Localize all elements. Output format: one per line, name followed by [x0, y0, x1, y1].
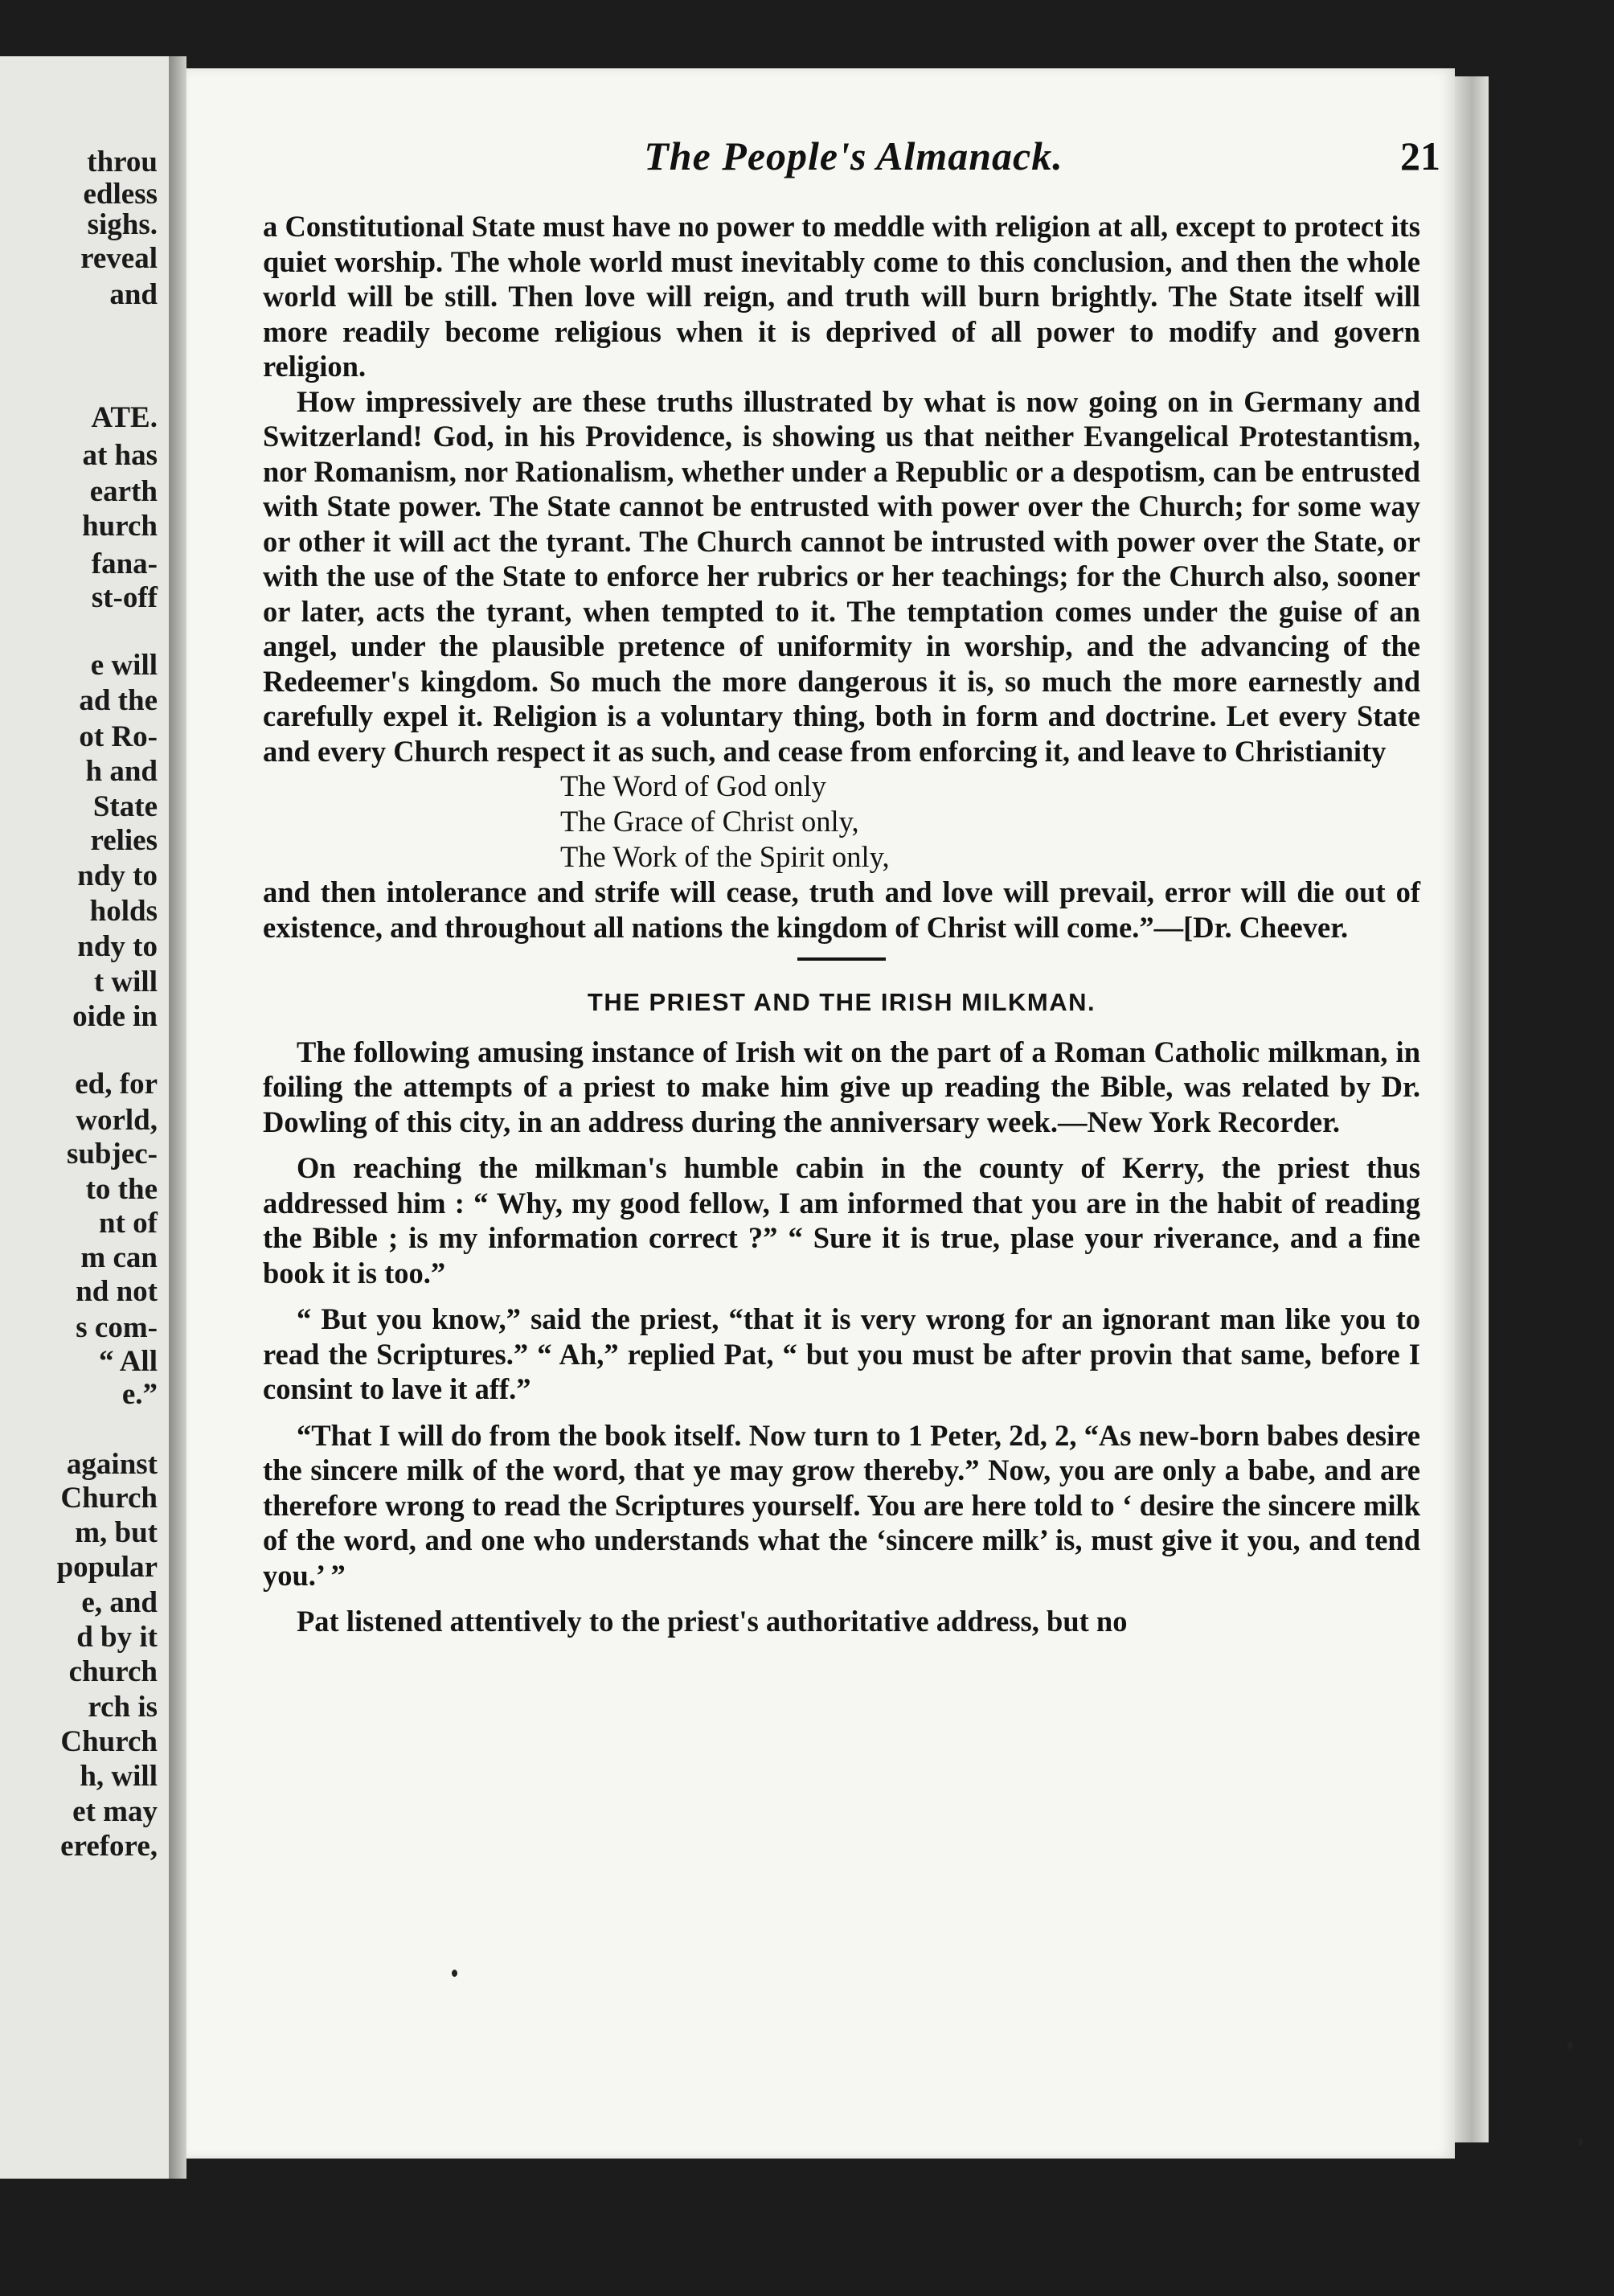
facing-page-fragment: against	[66, 1448, 158, 1481]
paragraph-priest-reply: “ But you know,” said the priest, “that it is very wrong for an ignorant man like you to read the Scriptures.” “ Ah,” replied Pat, “ but you must be after provin that same, before I consint to lave it aff.”	[263, 1302, 1420, 1405]
section-divider	[797, 957, 886, 961]
page-body	[263, 209, 1420, 1639]
facing-page-fragment: popular	[56, 1551, 158, 1584]
facing-page-fragment: rch is	[88, 1691, 158, 1724]
facing-page-fragment: ndy to	[77, 930, 158, 963]
paragraph-state-religion: a Constitutional State must have no power to meddle with religion at all, except to protect its quiet worship. The whole world must inevitably come to this conclusion, and then the whole world will be still. Then love will reign, and truth will burn brightly. The State itself will more readily become religious when it is deprived of all power to modify and govern religion.	[263, 210, 1420, 383]
facing-page-fragment: edless	[83, 178, 158, 211]
facing-page-fragment: sighs.	[87, 208, 158, 241]
facing-page-fragment: fana-	[91, 547, 158, 580]
facing-page-fragment: at has	[82, 439, 158, 472]
verse-line: The Grace of Christ only,	[560, 805, 859, 838]
paragraph-peter-quote: “That I will do from the book itself. Now turn to 1 Peter, 2d, 2, “As new-born babes desire the sincere milk of the word, that ye may grow thereby.” Now, you are only a babe, and are therefore wrong to read the Scriptures yourself. You are here told to ‘ desire the sincere milk of the word, and one who understands what the ‘sincere milk’ is, must give it you, and tend you.’ ”	[263, 1418, 1420, 1592]
facing-page-fragment: t will	[93, 966, 158, 998]
facing-page-fragment: earth	[89, 475, 158, 508]
facing-page-fragment: ot Ro-	[79, 720, 158, 753]
facing-page-fragment: st-off	[91, 581, 158, 614]
paragraph-conclusion: and then intolerance and strife will cease, truth and love will prevail, error will die out of existence, and throughout all nations the kingdom of Christ will come.”—[Dr. Cheever.	[263, 875, 1420, 944]
facing-page-fragment: e will	[90, 649, 158, 682]
facing-page-fragment: State	[92, 790, 158, 823]
verse-line: The Work of the Spirit only,	[560, 840, 890, 873]
facing-page-fragment: Church	[60, 1725, 158, 1758]
facing-page-fragment: ATE.	[91, 401, 158, 434]
page-edge	[1455, 76, 1489, 2142]
facing-page-fragment: s com-	[76, 1311, 158, 1344]
facing-page-fragment: world,	[76, 1104, 158, 1137]
facing-page-fragment: e, and	[81, 1586, 158, 1619]
facing-page-fragment: hurch	[82, 510, 158, 543]
facing-page-fragment: m can	[80, 1241, 158, 1274]
running-title: The People's Almanack.	[644, 133, 1063, 178]
section-title: THE PRIEST AND THE IRISH MILKMAN.	[587, 988, 1096, 1016]
facing-page-fragment: m, but	[75, 1516, 158, 1549]
page-header	[267, 133, 1440, 197]
facing-page-fragment: nd not	[76, 1275, 158, 1308]
facing-page-fragment: erefore,	[60, 1830, 158, 1863]
paper-speck	[1578, 2138, 1583, 2146]
book-gutter	[169, 56, 186, 2179]
facing-page-fragment: ed, for	[75, 1068, 158, 1101]
paragraph-cabin: On reaching the milkman's humble cabin in the county of Kerry, the priest thus addressed him : “ Why, my good fellow, I am informed that you are in the habit of reading the Bible ; is my information correct ?” “ Sure it is true, plase your riverance, and a fine book it is too.”	[263, 1151, 1420, 1289]
facing-page-fragment: et may	[72, 1795, 158, 1828]
facing-page-fragment: and	[109, 278, 158, 311]
facing-page-fragment: “ All	[99, 1345, 158, 1378]
facing-page-fragment: oide in	[72, 1000, 158, 1033]
facing-page-fragment: d by it	[76, 1621, 158, 1654]
paragraph-intro: The following amusing instance of Irish wit on the part of a Roman Catholic milkman, in foiling the attempts of a priest to make him give up reading the Bible, was related by Dr. Dowling of this city, in an address during the anniversary week.—New York Recorder.	[263, 1035, 1420, 1138]
paragraph-germany-switzerland: How impressively are these truths illustrated by what is now going on in Germany and Switzerland! God, in his Providence, is showing us that neither Evangelical Protestantism, nor Romanism, nor Rationalism, whether under a Republic or a despotism, can be entrusted with State power. The State cannot be entrusted with power over the Church; for some way or other it will act the tyrant. The Church cannot be intrusted with power over the State, or with the use of the State to enforce her rubrics or her teachings; for the Church also, sooner or later, acts the tyrant, when tempted to it. The temptation comes under the guise of an angel, under the plausible pretence of uniformity in worship, and the advancing of the Redeemer's kingdom. So much the more dangerous it is, so much the more earnestly and carefully expel it. Religion is a voluntary thing, both in form and doctrine. Let every State and every Church respect it as such, and cease from enforcing it, and leave to Christianity	[263, 384, 1420, 768]
facing-page-fragment: ndy to	[77, 859, 158, 892]
paper-speck	[452, 1970, 457, 1977]
facing-page-fragment: nt of	[99, 1207, 158, 1240]
facing-page-fragment: subjec-	[66, 1138, 158, 1171]
facing-page-fragment: relies	[90, 824, 158, 857]
facing-page-fragment: reveal	[80, 242, 158, 275]
facing-page-fragment: e.”	[121, 1378, 158, 1411]
verse-block	[560, 769, 1420, 875]
page-number: 21	[1400, 133, 1440, 178]
facing-page-fragment: church	[68, 1655, 158, 1688]
facing-page-fragment: to the	[85, 1173, 158, 1206]
verse-line: The Word of God only	[560, 769, 826, 802]
facing-page-fragment: Church	[60, 1482, 158, 1515]
paper-speck	[1567, 2042, 1573, 2049]
facing-page	[0, 56, 169, 2179]
facing-page-fragment: holds	[89, 895, 158, 928]
facing-page-fragment: ad the	[79, 684, 158, 717]
facing-page-fragment: h and	[85, 755, 158, 788]
facing-page-fragment: throu	[87, 146, 158, 178]
facing-page-fragment: h, will	[80, 1760, 158, 1793]
almanac-page	[186, 68, 1455, 2159]
paragraph-pat-listened: Pat listened attentively to the priest's authoritative address, but no	[297, 1605, 1128, 1638]
